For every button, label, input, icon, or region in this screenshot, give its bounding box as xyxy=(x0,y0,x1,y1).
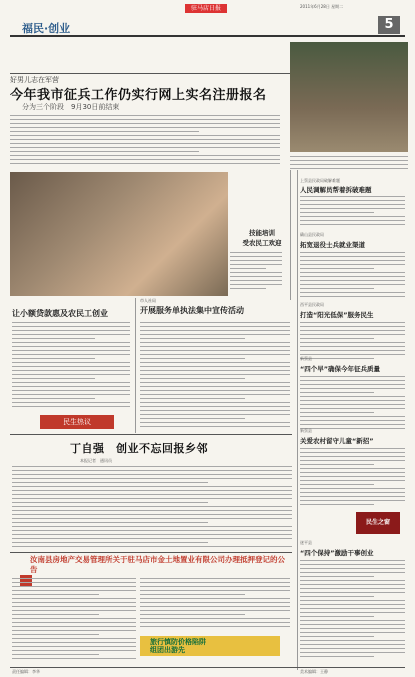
caption-detail xyxy=(230,252,282,292)
banner-line-2: 组团出游先 xyxy=(150,646,185,654)
section-title: 福民·创业 xyxy=(22,22,71,35)
ad-body-text xyxy=(12,578,136,662)
lead-headline: 今年我市征兵工作仍实行网上实名注册报名 xyxy=(10,88,267,103)
feature-headline: 丁自强 创业不忘回报乡邻 xyxy=(70,442,208,455)
feature-body-text xyxy=(12,466,292,550)
right-kicker-3: 西平县民政局 xyxy=(300,302,324,307)
right-kicker-1: 上蔡县民政局破解难题 xyxy=(300,178,340,183)
right-headline-3: 打造“阳光低保”服务民生 xyxy=(300,311,374,319)
right-body-1 xyxy=(300,196,405,228)
right-kicker-5: 新蔡县 xyxy=(300,428,312,433)
right-body-5 xyxy=(300,448,405,508)
right-headline-4: “四个早”确保今年征兵质量 xyxy=(300,365,381,373)
footer-rule xyxy=(10,667,405,668)
lead-kicker: 好男儿志在军营 xyxy=(10,76,59,84)
mid-body-text xyxy=(140,322,290,430)
divider xyxy=(10,434,292,435)
footer-designer: 美术编辑：王静 xyxy=(300,669,328,674)
column-divider xyxy=(290,170,291,300)
right-kicker-6: 遂平县 xyxy=(300,540,312,545)
header-rule xyxy=(10,35,405,37)
loan-body-text xyxy=(12,322,130,410)
right-body-6 xyxy=(300,560,405,660)
right-headline-2: 拓宽退役士兵就业渠道 xyxy=(300,241,365,249)
right-headline-1: 人民调解员帮着拆破难题 xyxy=(300,186,372,194)
mid-kicker: 市人社局 xyxy=(140,298,156,303)
page-number: 5 xyxy=(378,16,400,34)
right-body-3 xyxy=(300,322,405,362)
right-kicker-2: 确山县民政局 xyxy=(300,232,324,237)
loan-headline: 让小额贷款惠及农民工创业 xyxy=(12,309,108,318)
issue-date: 2011年6月28日 星期二 xyxy=(300,4,344,9)
photo-training xyxy=(10,172,228,296)
caption-line-1: 技能培训 xyxy=(249,229,275,237)
column-divider xyxy=(297,170,298,670)
right-headline-6: “四个保持”激励干事创业 xyxy=(300,549,374,557)
photo-top-right xyxy=(290,42,408,152)
caption-line-2: 受农民工欢迎 xyxy=(242,239,282,247)
footer-editor: 责任编辑：李华 xyxy=(12,669,40,674)
topic-badge: 民生热议 xyxy=(40,415,114,429)
feature-byline: 本报记者 通讯员 xyxy=(80,458,112,463)
banner-line-1: 旅行慎防价格陷阱 xyxy=(150,638,206,646)
promo-box: 民生之窗 xyxy=(356,512,400,534)
column-divider xyxy=(135,298,136,433)
ad-headline: 汝南县房地产交易管理所关于驻马店市金土地置业有限公司办理抵押登记的公告 xyxy=(30,555,285,574)
right-headline-5: 关爱农村留守儿童“新招” xyxy=(300,437,374,445)
banner-text xyxy=(150,638,206,654)
lead-body-text xyxy=(10,115,280,167)
right-body-2 xyxy=(300,252,405,300)
divider xyxy=(10,552,292,553)
notice-body-text xyxy=(140,578,290,630)
photo-caption-text xyxy=(290,156,408,172)
right-body-4 xyxy=(300,376,405,432)
lead-subhead: 分为三个阶段 9月30日前结束 xyxy=(22,103,120,111)
right-kicker-4: 新蔡县 xyxy=(300,356,312,361)
photo-caption-box xyxy=(230,228,294,248)
masthead-logo: 驻马店日报 xyxy=(185,4,227,13)
mid-headline: 开展服务单执法集中宣传活动 xyxy=(140,306,244,315)
